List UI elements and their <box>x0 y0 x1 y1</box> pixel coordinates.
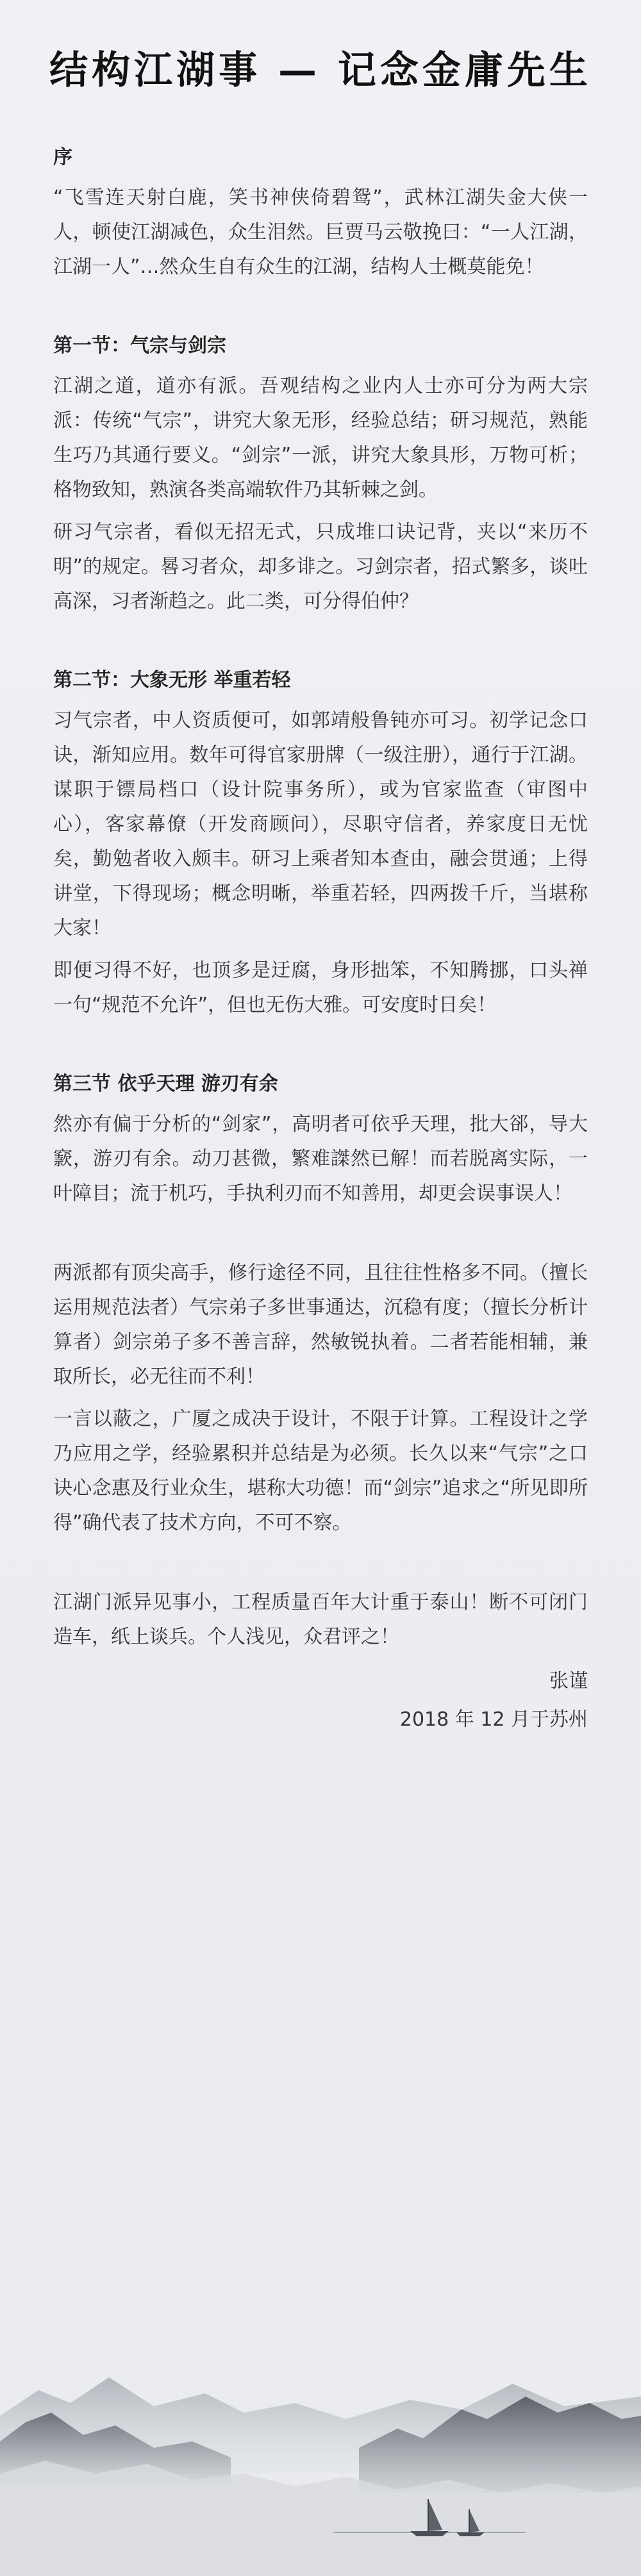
section-heading-2: 第二节：大象无形 举重若轻 <box>53 669 291 691</box>
paragraph: 研习气宗者，看似无招无式，只成堆口诀记背，夹以“来历不明”的规定。晷习者众，却多诽之。习剑宗者，招式繁多，谈吐高深，习者渐趋之。此二类，可分得伯仲？ <box>53 521 588 613</box>
paragraph: 江湖门派异见事小，工程质量百年大计重于泰山！断不可闭门造车，纸上谈兵。个人浅见，众君评之！ <box>53 1591 588 1648</box>
section-heading-preface: 序 <box>53 146 72 169</box>
ink-landscape-illustration <box>0 2281 641 2576</box>
paragraph: “飞雪连天射白鹿，笑书神侠倚碧鸳”，武林江湖失金大侠一人，顿使江湖减色，众生泪然。巨贾马云敬挽曰：“一人江湖，江湖一人”…然众生自有众生的江湖，结构人士概莫能免！ <box>53 186 588 278</box>
paragraph: 然亦有偏于分析的“剑家”，高明者可依乎天理，批大郤，导大窾，游刃有余。动刀甚微，繁难謋然已解！而若脱离实际，一叶障目；流于机巧，手执利刃而不知善用，却更会误事误人！ <box>53 1113 588 1205</box>
paragraph: 一言以蔽之，广厦之成决于设计，不限于计算。工程设计之学乃应用之学，经验累积并总结是为必须。长久以来“气宗”之口诀心念惠及行业众生，堪称大功德！而“剑宗”追求之“所见即所得”确代表了技术方向，不可不察。 <box>53 1408 588 1534</box>
section-heading-3: 第三节 依乎天理 游刃有余 <box>53 1073 278 1095</box>
signature-date: 2018 年 12 月于苏州 <box>399 1708 588 1731</box>
paragraph: 即便习得不好，也顶多是迂腐，身形拙笨，不知腾挪，口头禅一句“规范不允许”，但也无伤大雅。可安度时日矣！ <box>53 959 588 1016</box>
paragraph: 习气宗者，中人资质便可，如郭靖般鲁钝亦可习。初学记念口诀，渐知应用。数年可得官家册牌（一级注册），通行于江湖。谋职于镖局档口（设计院事务所），或为官家监查（审图中心），客家幕僚（开发商顾问），尽职守信者，养家度日无忧矣，勤勉者收入颇丰。研习上乘者知本查由，融会贯通；上得讲堂，下得现场；概念明晰，举重若轻，四两拨千斤，当堪称大家！ <box>53 709 588 939</box>
paragraph: 两派都有顶尖高手，修行途径不同，且往往性格多不同。（擅长运用规范法者）气宗弟子多世事通达，沉稳有度；（擅长分析计算者）剑宗弟子多不善言辞，然敏锐执着。二者若能相辅，兼取所长，必无往而不利！ <box>53 1262 588 1388</box>
article-title: 结构江湖事 — 记念金庸先生 <box>49 48 592 93</box>
paragraph: 江湖之道，道亦有派。吾观结构之业内人士亦可分为两大宗派：传统“气宗”，讲究大象无形，经验总结；研习规范，熟能生巧乃其通行要义。“剑宗”一派，讲究大象具形，万物可析；格物致知，熟演各类高端软件乃其斩棘之剑。 <box>53 375 588 501</box>
section-heading-1: 第一节：气宗与剑宗 <box>53 334 226 357</box>
author-name: 张谨 <box>549 1670 588 1692</box>
article-body <box>53 141 588 1739</box>
signature-block <box>53 1662 588 1739</box>
